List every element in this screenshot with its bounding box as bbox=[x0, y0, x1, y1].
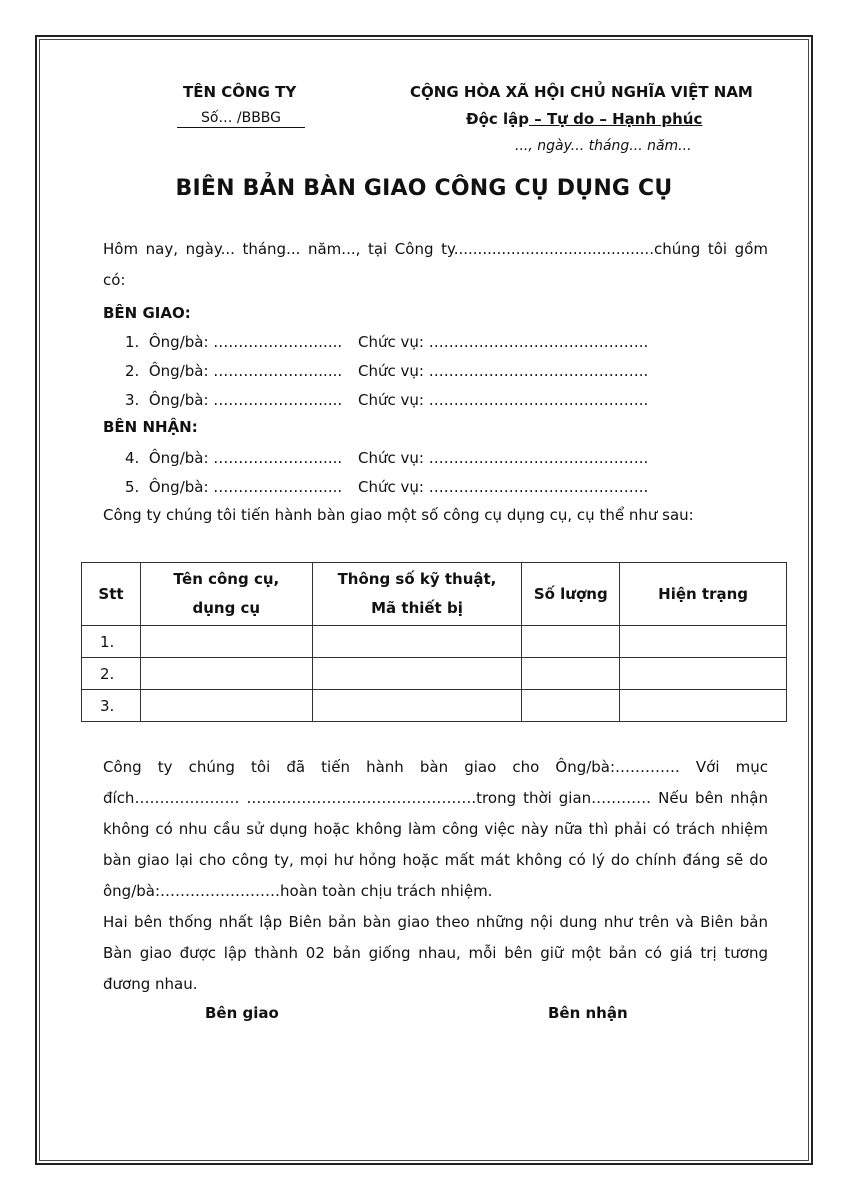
item-number: 4. bbox=[125, 449, 140, 467]
national-motto bbox=[466, 110, 702, 128]
person-field: Ông/bà: …………………..... bbox=[148, 449, 343, 467]
ben-giao-item-2 bbox=[125, 362, 648, 380]
row-stt: 3. bbox=[82, 690, 141, 722]
row-stt: 2. bbox=[82, 658, 141, 690]
position-field: Chức vụ: …………………………………….. bbox=[358, 362, 649, 380]
motto-part-1: Độc lập bbox=[466, 110, 529, 128]
cell bbox=[620, 658, 787, 690]
document-number: Số… /BBBG bbox=[177, 110, 305, 128]
tools-table bbox=[81, 562, 787, 722]
header-quantity: Số lượng bbox=[522, 563, 620, 626]
ben-giao-heading: BÊN GIAO: bbox=[103, 304, 191, 322]
company-name: TÊN CÔNG TY bbox=[183, 83, 297, 101]
motto-sep-2: – bbox=[594, 110, 613, 128]
agreement-text: Hai bên thống nhất lập Biên bản bàn giao theo những nội dung như trên và Biên bản Bàn giao được lập thành 02 bản giống nhau, mỗi bên giữ một bản có giá trị tương đương nhau. bbox=[103, 913, 768, 993]
table-row bbox=[82, 658, 787, 690]
cell bbox=[620, 626, 787, 658]
header-stt: Stt bbox=[82, 563, 141, 626]
ben-giao-item-3 bbox=[125, 391, 648, 409]
ben-nhan-heading: BÊN NHẬN: bbox=[103, 418, 198, 436]
position-field: Chức vụ: …………………………………….. bbox=[358, 449, 649, 467]
table-row bbox=[82, 690, 787, 722]
cell bbox=[522, 690, 620, 722]
date-line: ..., ngày... tháng... năm... bbox=[515, 138, 692, 154]
handover-terms-paragraph bbox=[103, 752, 768, 1000]
item-number: 1. bbox=[125, 333, 140, 351]
national-title: CỘNG HÒA XÃ HỘI CHỦ NGHĨA VIỆT NAM bbox=[410, 83, 753, 101]
ben-nhan-item-4 bbox=[125, 449, 648, 467]
intro-paragraph: Hôm nay, ngày... tháng... năm..., tại Công ty..........................................chúng tôi gồm có: bbox=[103, 240, 768, 289]
person-field: Ông/bà: …………………..... bbox=[148, 391, 343, 409]
position-field: Chức vụ: …………………………………….. bbox=[358, 391, 649, 409]
person-field: Ông/bà: …………………..... bbox=[148, 478, 343, 496]
header-specs: Thông số kỹ thuật, Mã thiết bị bbox=[312, 563, 522, 626]
ben-nhan-item-5 bbox=[125, 478, 648, 496]
cell bbox=[312, 658, 522, 690]
cell bbox=[522, 658, 620, 690]
position-field: Chức vụ: …………………………………….. bbox=[358, 333, 649, 351]
signature-ben-nhan: Bên nhận bbox=[548, 1004, 628, 1022]
ben-giao-item-1 bbox=[125, 333, 648, 351]
header-condition: Hiện trạng bbox=[620, 563, 787, 626]
item-number: 3. bbox=[125, 391, 140, 409]
position-field: Chức vụ: …………………………………….. bbox=[358, 478, 649, 496]
motto-underlined bbox=[529, 110, 702, 128]
cell bbox=[140, 690, 312, 722]
handover-terms-text: Công ty chúng tôi đã tiến hành bàn giao cho Ông/bà:…………. Với mục đích………………… ……………………………………….trong thời gian………… Nếu bên nhận không có nhu cầu sử dụng hoặc không làm công việc này nữa thì phải có trách nhiệm bàn giao lại cho công ty, mọi hư hỏng hoặc mất mát không có lý do chính đáng sẽ do ông/bà:……………………hoàn toàn chịu trách nhiệm. bbox=[103, 758, 768, 900]
table-row bbox=[82, 626, 787, 658]
item-number: 5. bbox=[125, 478, 140, 496]
motto-part-2: Tự do bbox=[546, 110, 595, 128]
motto-sep-1: – bbox=[529, 110, 547, 128]
cell bbox=[312, 626, 522, 658]
cell bbox=[140, 658, 312, 690]
item-number: 2. bbox=[125, 362, 140, 380]
motto-part-3: Hạnh phúc bbox=[612, 110, 703, 128]
row-stt: 1. bbox=[82, 626, 141, 658]
signature-ben-giao: Bên giao bbox=[205, 1004, 279, 1022]
cell bbox=[620, 690, 787, 722]
person-field: Ông/bà: …………………..... bbox=[148, 333, 343, 351]
document-title: BIÊN BẢN BÀN GIAO CÔNG CỤ DỤNG CỤ bbox=[175, 176, 673, 201]
header-tool-name: Tên công cụ, dụng cụ bbox=[140, 563, 312, 626]
cell bbox=[312, 690, 522, 722]
cell bbox=[522, 626, 620, 658]
table-header-row bbox=[82, 563, 787, 626]
cell bbox=[140, 626, 312, 658]
person-field: Ông/bà: …………………..... bbox=[148, 362, 343, 380]
table-intro: Công ty chúng tôi tiến hành bàn giao một số công cụ dụng cụ, cụ thể như sau: bbox=[103, 506, 694, 524]
